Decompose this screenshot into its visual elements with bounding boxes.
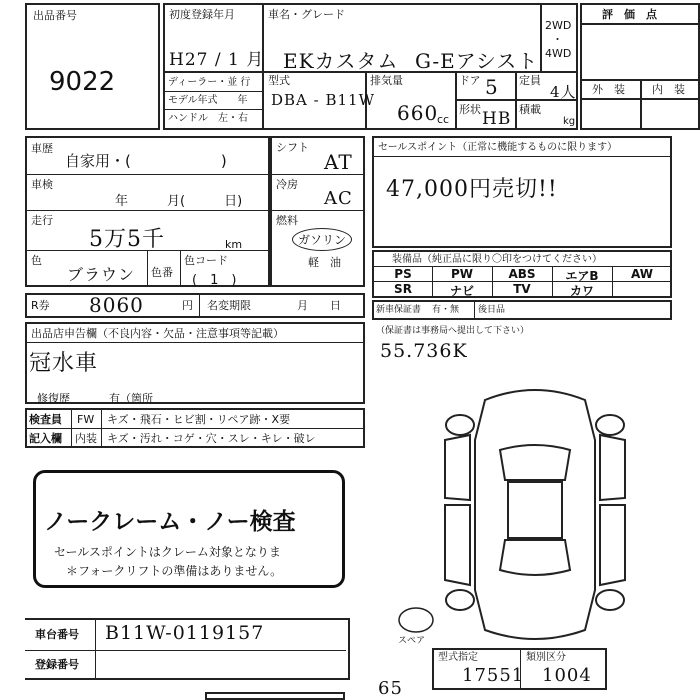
spare-label: スペア	[398, 636, 426, 646]
doors-label: ドア	[459, 74, 481, 87]
lot-number-box	[25, 3, 160, 130]
lot-number: 9022	[49, 67, 116, 97]
rtax-unit: 円	[182, 299, 193, 312]
repair-value: 有（箇所	[109, 392, 153, 405]
specs-box	[270, 136, 365, 287]
capacity-value: 4人	[550, 83, 577, 101]
mileage-value: 5万5千	[89, 227, 165, 252]
spare-tire-icon	[396, 606, 436, 636]
rtax-value: 8060	[89, 293, 144, 317]
history-label: 車歴	[31, 142, 53, 155]
class-label: 類別区分	[526, 652, 566, 663]
equip-leather: カワ	[569, 284, 594, 298]
later-item-label: 後日品	[478, 305, 506, 315]
car-grade: G-Eアシスト	[415, 49, 539, 73]
report-label: 出品店申告欄（不良内容・欠品・注意事項等記載）	[31, 327, 284, 340]
handle-label: ハンドル 左・右	[168, 113, 248, 124]
equip-airbag: エアB	[565, 269, 599, 283]
shape-value: HB	[482, 109, 512, 129]
color-no-label: 色番	[151, 266, 173, 279]
displacement-label: 排気量	[370, 74, 403, 87]
doors-value: 5	[485, 75, 499, 99]
displacement-unit: cc	[437, 113, 450, 126]
shift-value: AT	[324, 150, 353, 174]
rtax-box	[25, 293, 365, 318]
fw-label: FW	[77, 413, 95, 426]
displacement-value: 660	[397, 101, 439, 125]
type-label: 型式	[268, 74, 290, 87]
capacity-label: 定員	[519, 74, 541, 87]
type-spec-value: 17551	[462, 665, 525, 686]
chassis-value: B11W-0119157	[105, 622, 265, 644]
drive-2wd: 2WD	[545, 19, 572, 32]
sales-point-label: セールスポイント（正常に機能するものに限ります）	[378, 142, 618, 153]
class-value: 1004	[542, 665, 592, 686]
ac-label: 冷房	[276, 178, 298, 191]
fw-text: キズ・飛石・ヒビ割・リペア跡・X要	[107, 413, 291, 426]
lot-label: 出品番号	[33, 9, 77, 22]
sales-point-box	[372, 136, 672, 248]
dealer-label: ディーラー・並 行	[168, 77, 251, 88]
new-warranty-label: 新車保証書	[376, 305, 422, 315]
warranty-box	[372, 300, 672, 320]
equip-abs: ABS	[508, 267, 536, 281]
warranty-note: （保証書は事務局へ提出して下さい）	[376, 326, 530, 336]
fuel-option: 軽 油	[308, 256, 341, 269]
reg-label: 登録番号	[35, 658, 79, 671]
repair-label: 修復歴	[37, 392, 70, 405]
rtax-label: R券	[31, 299, 50, 312]
car-name: EKカスタム	[283, 49, 399, 73]
report-value: 冠水車	[29, 351, 99, 376]
equip-sr: SR	[394, 282, 412, 296]
exterior-label: 外 装	[592, 83, 625, 96]
entry-label: 記入欄	[29, 432, 62, 445]
ac-value: AC	[324, 188, 353, 209]
report-box	[25, 322, 365, 404]
color-value: ブラウン	[67, 265, 136, 284]
drive-4wd: 4WD	[545, 47, 572, 60]
history-value: 自家用・( )	[65, 152, 227, 170]
mileage-unit: km	[225, 238, 243, 251]
load-unit: kg	[563, 116, 576, 127]
car-damage-diagram	[420, 380, 650, 650]
name-change-value: 月 日	[297, 299, 341, 312]
equipment-box	[372, 250, 672, 298]
color-code-label: 色コード	[184, 254, 228, 267]
type-value: DBA - B11W	[271, 91, 376, 109]
inspector-label: 検査員	[29, 413, 62, 426]
int-text: キズ・汚れ・コゲ・穴・スレ・キレ・破レ	[107, 432, 316, 445]
load-label: 積載	[519, 103, 541, 116]
bottom-strip	[205, 692, 345, 700]
mileage-label: 走行	[31, 214, 53, 227]
interior-label: 内 装	[652, 83, 685, 96]
history-box	[25, 136, 270, 287]
equip-pw: PW	[450, 267, 474, 281]
chassis-label: 車台番号	[35, 628, 79, 641]
no-claim-title: ノークレーム・ノー検査	[44, 509, 296, 535]
fuel-label: 燃料	[276, 214, 298, 227]
equip-aw: AW	[631, 267, 653, 281]
name-label: 車名・グレード	[268, 8, 345, 21]
color-label: 色	[31, 254, 42, 267]
fuel-value: ガソリン	[292, 228, 352, 251]
shape-label: 形状	[459, 103, 481, 116]
no-claim-stamp	[33, 470, 345, 588]
inspector-box	[25, 408, 365, 448]
inspection-value: 年 月( 日)	[115, 194, 243, 209]
chassis-box	[25, 618, 350, 680]
equipment-label: 装備品（純正品に限り〇印をつけてください）	[392, 254, 602, 265]
sales-point-value: 47,000円売切!!	[386, 177, 558, 202]
equip-tv: TV	[513, 282, 531, 296]
color-code-value: ( 1 )	[192, 273, 237, 288]
no-claim-line1: セールスポイントはクレーム対象となりま	[54, 545, 281, 559]
drive-dot: ・	[552, 33, 563, 46]
type-spec-box	[432, 648, 607, 690]
no-claim-line2: ＊フォークリフトの準備はありません。	[66, 564, 283, 578]
int-label: 内装	[75, 432, 97, 445]
first-reg-value: H27 / 1 月	[169, 50, 265, 70]
bottom-mark: 65	[378, 678, 403, 699]
shift-label: シフト	[276, 141, 309, 154]
equip-navi: ナビ	[449, 284, 474, 298]
inspection-label: 車検	[31, 178, 53, 191]
equip-ps: PS	[394, 267, 412, 281]
type-spec-label: 型式指定	[438, 652, 478, 663]
rating-box	[580, 3, 700, 130]
vehicle-info-box	[163, 3, 578, 130]
name-change-label: 名変期限	[207, 299, 251, 312]
first-reg-label: 初度登録年月	[169, 8, 235, 21]
model-year-label: モデル年式 年	[168, 95, 248, 106]
rating-label: 評 価 点	[602, 8, 657, 21]
warranty-handwritten: 55.736K	[380, 340, 468, 362]
new-warranty-value: 有・無	[432, 305, 460, 315]
